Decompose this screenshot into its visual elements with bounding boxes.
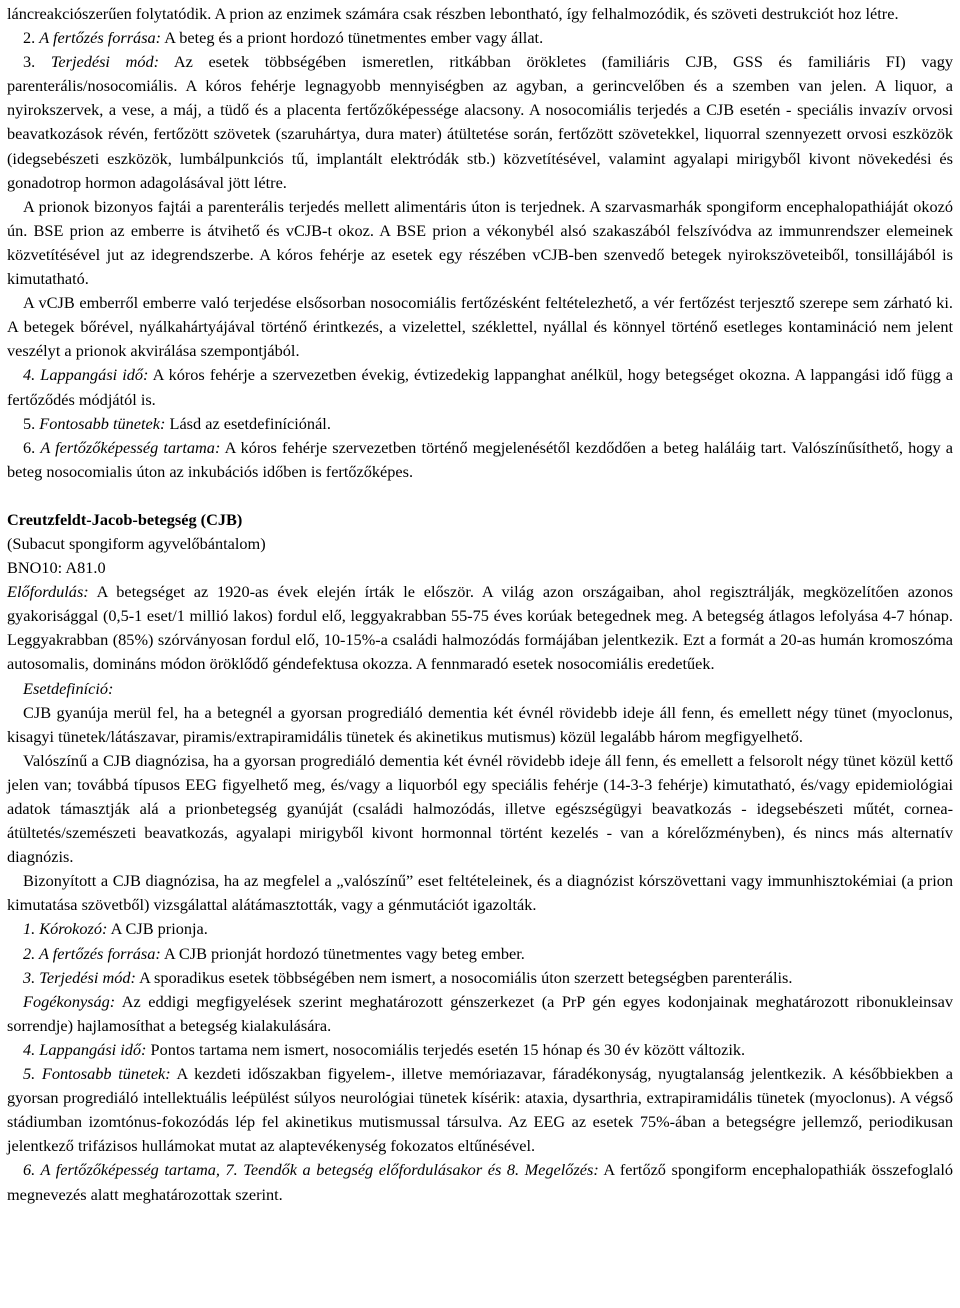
italic-label: Esetdefiníció: [23, 678, 114, 698]
paragraph [7, 749, 953, 869]
text-run: A betegséget az 1920-as évek elején írták le először. A világ azon országaiban, ahol regisztrálják, megközelítően azonos gyakorisággal (0,5-1 eset/1 millió lakos) fordul elő, leggyakrabban 55-75 éves korúak betegednek meg. A betegség átlagos lefolyása 4-7 hónap. Leggyakrabban (85%) szórványosan fordul elő, 10-15%-a családi halmozódás formájában jelentkezik. Ezt a formát a 20-as humán kromoszóma autosomalis, domináns módon öröklődő géndefektusa okozza. A fennmaradó esetek nosocomiális eredetűek. [7, 582, 953, 674]
text-run: CJB gyanúja merül fel, ha a betegnél a gyorsan progrediáló dementia két évnél rövidebb ideje áll fenn, és emellett négy tünet (myoclonus, kisagyi tünetek/látászavar, piramis/extrapiramidális tünetek és akinetikus mutismus) közül legalább három megfigyelhető. [7, 702, 953, 746]
paragraph [7, 942, 953, 966]
paragraph [7, 869, 953, 917]
italic-label: Kórokozó: [39, 919, 108, 939]
paragraph [7, 436, 953, 484]
paragraph [7, 580, 953, 676]
italic-label: 1. [23, 919, 40, 939]
text-run: Az esetek többségében ismeretlen, ritkábban örökletes (familiáris CJB, GSS és familiáris FI) vagy parenterális/nosocomiális. A kóros fehérje legnagyobb mennyiségben az agyban, a gerincvelőben és a szemben van jelen. A liquor, a nyirokszervek, a vese, a máj, a tüdő és a placenta fertőzőképessége alacsony. A nosocomiális terjedés a CJB esetén - speciális invazív orvosi beavatkozások révén, fertőzött szövetek (szaruhártya, dura mater) átültetése során, fertőzött szövetekkel, liquorral szennyezett orvosi eszközök (idegsebészeti eszközök, lumbálpunkciós tű, implantált elektródák stb.) közvetítésével, valamint agyalapi mirigyből kivont növekedési és gonadotrop hormon adagolásával jött létre. [7, 52, 953, 192]
text-run: 5. [23, 413, 40, 433]
paragraph [7, 966, 953, 990]
text-run: láncreakciószerűen folytatódik. A prion az enzimek számára csak részben lebontható, így felhalmozódik, és szöveti destrukciót hoz létre. [7, 4, 899, 23]
italic-label: Fogékonyság: [23, 991, 116, 1011]
italic-label: Lappangási idő: [39, 1039, 147, 1059]
italic-label: A fertőzés forrása: [39, 943, 161, 963]
italic-label: 3. [23, 967, 40, 987]
italic-label: Lappangási idő: [40, 365, 149, 385]
text-run: Pontos tartama nem ismert, nosocomiális terjedés esetén 15 hónap és 30 év között változik. [146, 1039, 746, 1059]
text-run: 6. [23, 437, 41, 457]
italic-label: A fertőzőképesség tartama: [40, 437, 221, 457]
italic-label: 6. A fertőzőképesség tartama, 7. Teendők a betegség előfordulásakor és 8. Megelőzés: [23, 1160, 599, 1180]
paragraph [7, 291, 953, 363]
text-run: BNO10: A81.0 [7, 558, 106, 578]
italic-label: Terjedési mód: [50, 52, 160, 72]
paragraph [7, 412, 953, 436]
text-run: A beteg és a priont hordozó tünetmentes ember vagy állat. [161, 28, 544, 48]
italic-label: Előfordulás: [7, 582, 89, 602]
text-run: Bizonyított a CJB diagnózisa, ha az megfelel a „valószínű” eset feltételeinek, és a diagnózist kórszövettani vagy immunhisztokémiai (a prion kimutatása szövetből) vizsgálattal alátámasztották, vagy a génmutációt igazolták. [7, 871, 953, 915]
paragraph [7, 195, 953, 291]
paragraph [7, 532, 953, 556]
italic-label: Fontosabb tünetek: [41, 1064, 171, 1084]
heading-text: Creutzfeldt-Jacob-betegség (CJB) [7, 509, 243, 529]
paragraph [7, 26, 953, 50]
italic-label: Fontosabb tünetek: [39, 413, 166, 433]
italic-label: Terjedési mód: [39, 967, 136, 987]
paragraph [7, 701, 953, 749]
italic-label: A fertőzés forrása: [39, 28, 162, 48]
paragraph [7, 1158, 953, 1206]
paragraph [7, 677, 953, 701]
text-run: A prionok bizonyos fajtái a parenterális terjedés mellett alimentáris úton is terjednek. A szarvasmarhák spongiform encephalopathiáját okozó ún. BSE prion az emberre is átvihető és vCJB-t okoz. A BSE prion a vékonybél alsó szakaszából felszívódva az immunrendszer elemeinek közvetítésével jut az idegrendszerbe. A kóros fehérje az esetek egy részében vCJB-ben szenvedő betegek nyirokszöveteiből, tonsillájából is kimutatható. [7, 196, 953, 289]
text-run: A CJB prionja. [107, 919, 208, 939]
text-run: 2. [23, 28, 40, 48]
text-run: A fertőző spongiform encephalopathiák összefoglaló megnevezés alatt meghatározottak szerint. [7, 1160, 954, 1204]
italic-label: 4. [23, 1039, 40, 1059]
text-run: (Subacut spongiform agyvelőbántalom) [7, 533, 266, 553]
text-run: Valószínű a CJB diagnózisa, ha a gyorsan progrediáló dementia két évnél rövidebb ideje áll fenn, és emellett a felsorolt négy tünet közül kettő jelen van; továbbá típusos EEG figyelhető meg, és/vagy a liquorból egy speciális fehérje (14-3-3 fehérje) kimutatható, és/vagy epidemiológiai adatok támasztják alá a prionbetegség gyanúját (családi halmozódás, illetve egészségügyi beavatkozás - idegsebészeti műtét, cornea-átültetés/szemészeti beavatkozás, agyalapi mirigyből kivont hormonnal történt kezelés - van a kórelőzményben), és nincs más alternatív diagnózis. [7, 750, 953, 867]
paragraph [7, 1038, 953, 1062]
text-run: A vCJB emberről emberre való terjedése elsősorban nosocomiális fertőzésként feltételezhető, a vér fertőzést terjesztő szerepe sem zárható ki. A betegek bőrével, nyálkahártyájával történő érintkezés, a vizelettel, széklettel, nyállal és könnyel történő esetleges kontamináció nem jelent veszélyt a prionok akvirálása szempontjából. [7, 293, 953, 361]
text-run: A CJB prionját hordozó tünetmentes vagy beteg ember. [160, 943, 525, 963]
paragraph [7, 363, 953, 411]
text-run: A sporadikus esetek többségében nem ismert, a nosocomiális úton szerzett betegségben parenterális. [135, 967, 793, 987]
text-run: 3. [23, 52, 51, 72]
paragraph [7, 556, 953, 580]
paragraph [7, 917, 953, 941]
italic-label: 5. [23, 1064, 42, 1084]
text-run: Lásd az esetdefiníciónál. [165, 413, 331, 433]
paragraph [7, 50, 953, 195]
italic-label: 2. [23, 943, 39, 963]
text-run: Az eddigi megfigyelések szerint meghatározott génszerkezet (a PrP gén egyes kodonjainak meghatározott ribonukleinsav sorrendje) hajlamosíthat a betegség kialakulására. [7, 991, 953, 1035]
italic-label: 4. [23, 365, 41, 385]
paragraph [7, 1062, 953, 1158]
text-run: A kezdeti időszakban figyelem-, illetve memóriazavar, fáradékonyság, nyugtalanság jelentkezik. A későbbiekben a gyorsan progrediáló intellektuális leépülést súlyos neurológiai tünetek kísérik: ataxia, dysarthria, extrapiramidális tünetek (myoclonus). A végső stádiumban izomtónus-fokozódás lép fel akinetikus mutismussal társulva. Az EEG az esetek 75%-ában a betegségre jellemző, periodikusan jelentkező trifázisos hullámokat mutat az alaptevékenység fokozatos eltűnésével. [7, 1064, 954, 1156]
paragraph [7, 990, 953, 1038]
text-run: A kóros fehérje szervezetben történő megjelenésétől kezdődően a beteg haláláig tart. Valószínűsíthető, hogy a beteg nosocomialis úton az inkubációs időben is fertőzőképes. [7, 437, 953, 481]
paragraph [7, 2, 953, 26]
text-run: A kóros fehérje a szervezetben évekig, évtizedekig lappanghat anélkül, hogy betegséget okozna. A lappangási idő függ a fertőződés módjától is. [7, 365, 953, 409]
section-title [7, 508, 953, 532]
